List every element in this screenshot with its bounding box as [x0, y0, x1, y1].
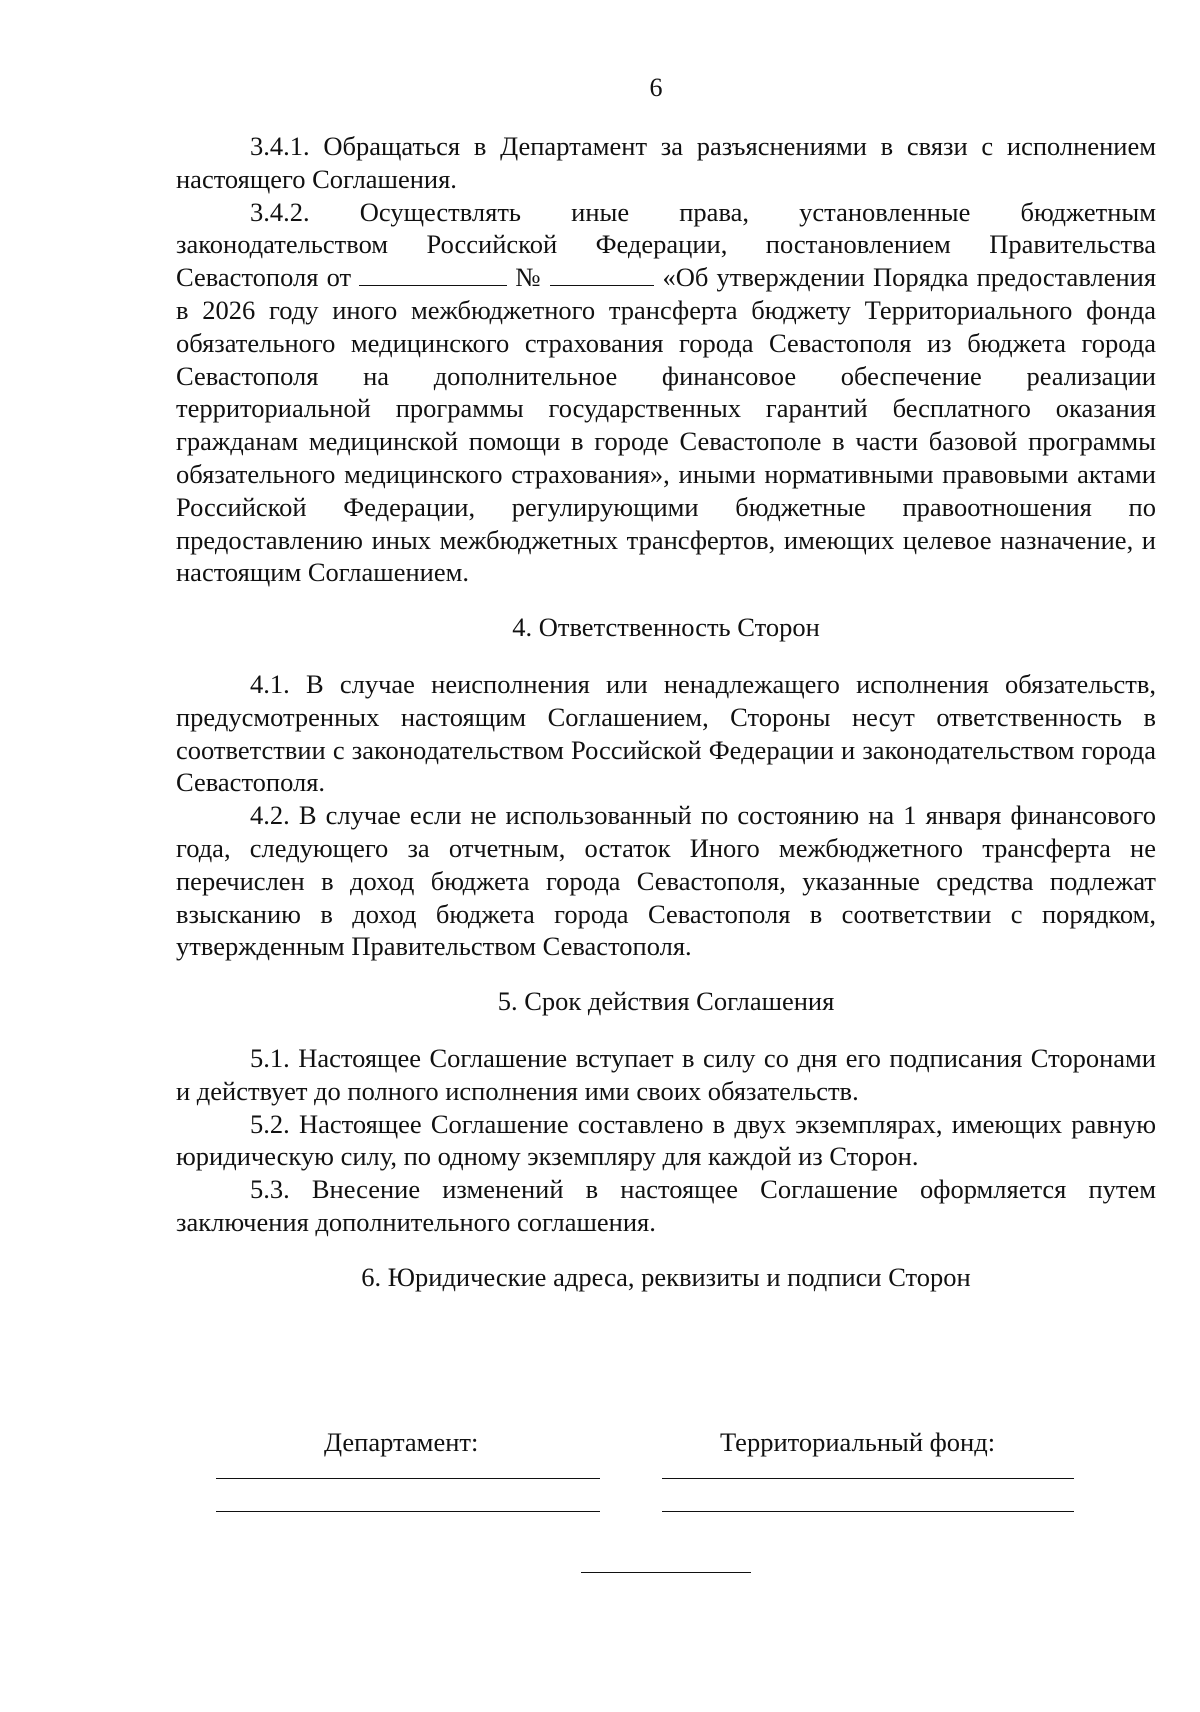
paragraph-3-4-2 [176, 196, 1156, 590]
page-number: 6 [649, 73, 663, 102]
section-4-heading: 4. Ответственность Сторон [512, 612, 820, 643]
paragraph-3-4-2-start: 3.4.2. Осуществлять иные права, установленные бюджетным законодательством Российской Федерации, постановлением Правительства Севастополя от [176, 196, 1156, 293]
paragraph-5-3: 5.3. Внесение изменений в настоящее Соглашение оформляется путем заключения дополнительного соглашения. [176, 1174, 1156, 1237]
document-body [176, 130, 1156, 1294]
paragraph-4-2: 4.2. В случае если не использованный по состоянию на 1 января финансового года, следующего за отчетным, остаток Иного межбюджетного трансферта не перечислен в доход бюджета города Севастополя, указанные средства подлежат взысканию в доход бюджета города Севастополя в соответствии с порядком, утвержденным Правительством Севастополя. [176, 800, 1156, 962]
fund-signature-line-1 [662, 1478, 1074, 1479]
department-signature-line-2 [216, 1511, 600, 1512]
paragraph-3-4-2-rest: «Об утверждении Порядка предоставления в 2026 году иного межбюджетного трансферта бюджету Территориального фонда обязательного медицинского страхования города Севастополя из бюджета города Севастополя на дополнительное финансовое обеспечение реализации территориальной программы государственных гарантий бесплатного оказания гражданам медицинской помощи в городе Севастополе в части базовой программы обязательного медицинского страхования», иными нормативными правовыми актами Российской Федерации, регулирующими бюджетные правоотношения по предоставлению иных межбюджетных трансфертов, имеющих целевое назначение, и настоящим Соглашением. [176, 262, 1157, 588]
paragraph-3-4-1: 3.4.1. Обращаться в Департамент за разъяснениями в связи с исполнением настоящего Соглашения. [176, 131, 1156, 194]
number-blank-line [550, 261, 654, 286]
paragraph-4-1: 4.1. В случае неисполнения или ненадлежащего исполнения обязательств, предусмотренных настоящим Соглашением, Стороны несут ответственность в соответствии с законодательством Российской Федерации и законодательством города Севастополя. [176, 668, 1156, 798]
section-6-heading: 6. Юридические адреса, реквизиты и подписи Сторон [361, 1261, 971, 1292]
department-signature-line-1 [216, 1478, 600, 1479]
paragraph-5-1: 5.1. Настоящее Соглашение вступает в силу со дня его подписания Сторонами и действует до полного исполнения ими своих обязательств. [176, 1042, 1156, 1106]
date-blank-line [359, 261, 507, 286]
fund-signature-line-2 [662, 1511, 1074, 1512]
department-signature-label: Департамент: [324, 1427, 479, 1457]
end-of-document-line [581, 1572, 751, 1573]
paragraph-5-2: 5.2. Настоящее Соглашение составлено в двух экземплярах, имеющих равную юридическую силу, по одному экземпляру для каждой из Сторон. [176, 1108, 1156, 1172]
section-5-heading: 5. Срок действия Соглашения [497, 986, 835, 1017]
number-sign: № [515, 262, 543, 293]
fund-signature-label: Территориальный фонд: [720, 1427, 996, 1457]
